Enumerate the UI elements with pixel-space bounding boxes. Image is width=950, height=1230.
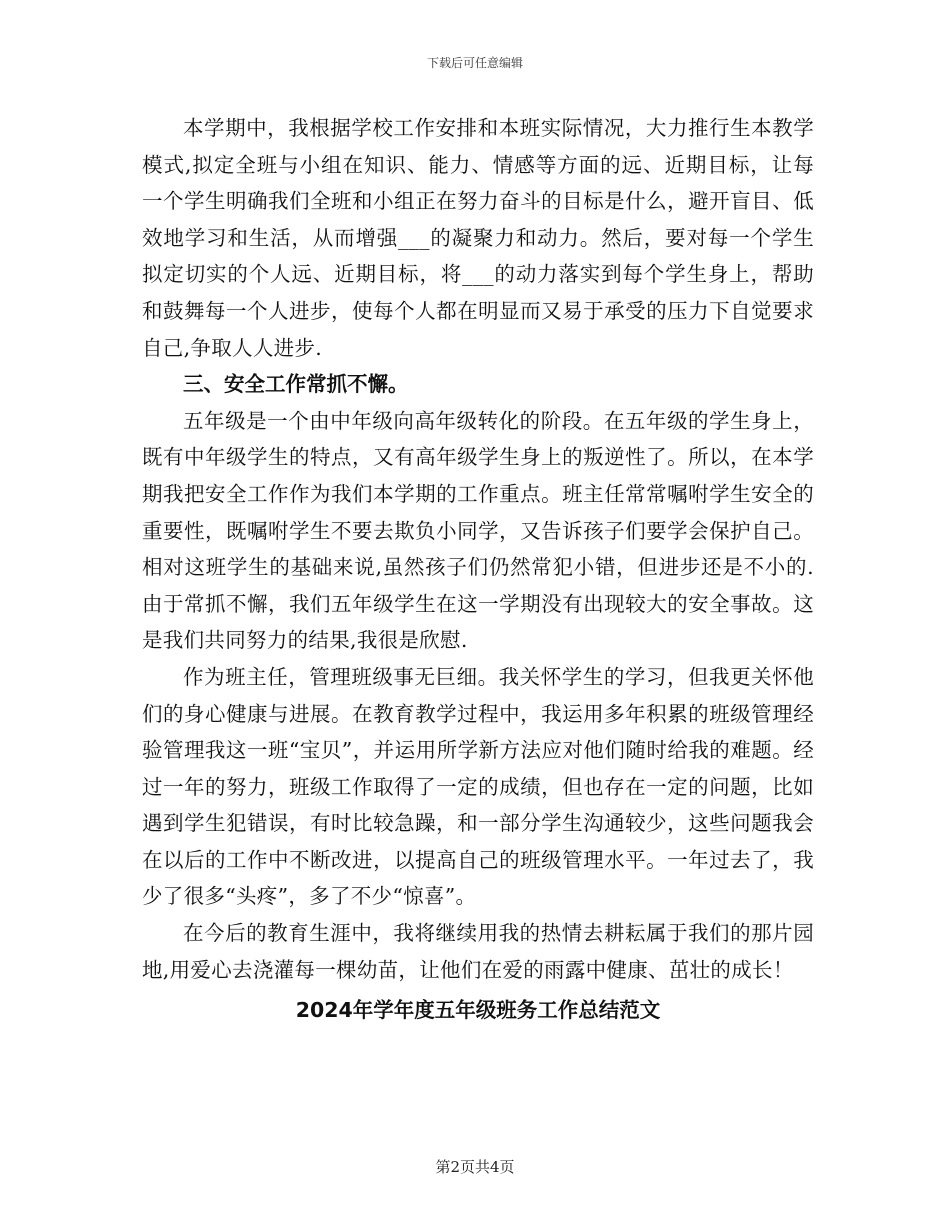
paragraph-safety: 五年级是一个由中年级向高年级转化的阶段。在五年级的学生身上，既有中年级学生的特点，又有高年级学生身上的叛逆性了。所以，在本学期我把安全工作作为我们本学期的工作重点。班主任常常嘱咐学生安全的重要性，既嘱咐学生不要去欺负小同学，又告诉孩子们要学会保护自己。相对这班学生的基础来说,虽然孩子们仍然常犯小错，但进步还是不小的.由于常抓不懈，我们五年级学生在这一学期没有出现较大的安全事故。这是我们共同努力的结果,我很是欣慰.: [142, 408, 814, 653]
document-title: 2024年学年度五年级班务工作总结范文: [295, 998, 661, 1023]
paragraph-management: 作为班主任，管理班级事无巨细。我关怀学生的学习，但我更关怀他们的身心健康与进展。在教育教学过程中，我运用多年积累的班级管理经验管理我这一班“宝贝”，并运用所学新方法应对他们随时给我的难题。经过一年的努力，班级工作取得了一定的成绩，但也存在一定的问题，比如遇到学生犯错误，有时比较急躁，和一部分学生沟通较少，这些问题我会在以后的工作中不断改进，以提高自己的班级管理水平。一年过去了，我少了很多“头疼”，多了不少“惊喜”。: [142, 664, 814, 909]
paragraph-future: 在今后的教育生涯中，我将继续用我的热情去耕耘属于我们的那片园地,用爱心去浇灌每一棵幼苗，让他们在爱的雨露中健康、茁壮的成长！: [142, 921, 814, 982]
document-body: [142, 110, 814, 1030]
section-heading-safety: 三、安全工作常抓不懈。: [183, 372, 409, 397]
page-indicator: 第2页共4页: [435, 1158, 515, 1176]
paragraph-goals: 本学期中，我根据学校工作安排和本班实际情况，大力推行生本教学模式,拟定全班与小组在知识、能力、情感等方面的远、近期目标，让每一个学生明确我们全班和小组正在努力奋斗的目标是什么，避开盲目、低效地学习和生活，从而增强___的凝聚力和动力。然后，要对每一个学生拟定切实的个人远、近期目标，将___的动力落实到每个学生身上，帮助和鼓舞每一个人进步，使每个人都在明显而又易于承受的压力下自觉要求自己,争取人人进步.: [142, 116, 814, 360]
header-note: 下载后可任意编辑: [426, 56, 523, 70]
